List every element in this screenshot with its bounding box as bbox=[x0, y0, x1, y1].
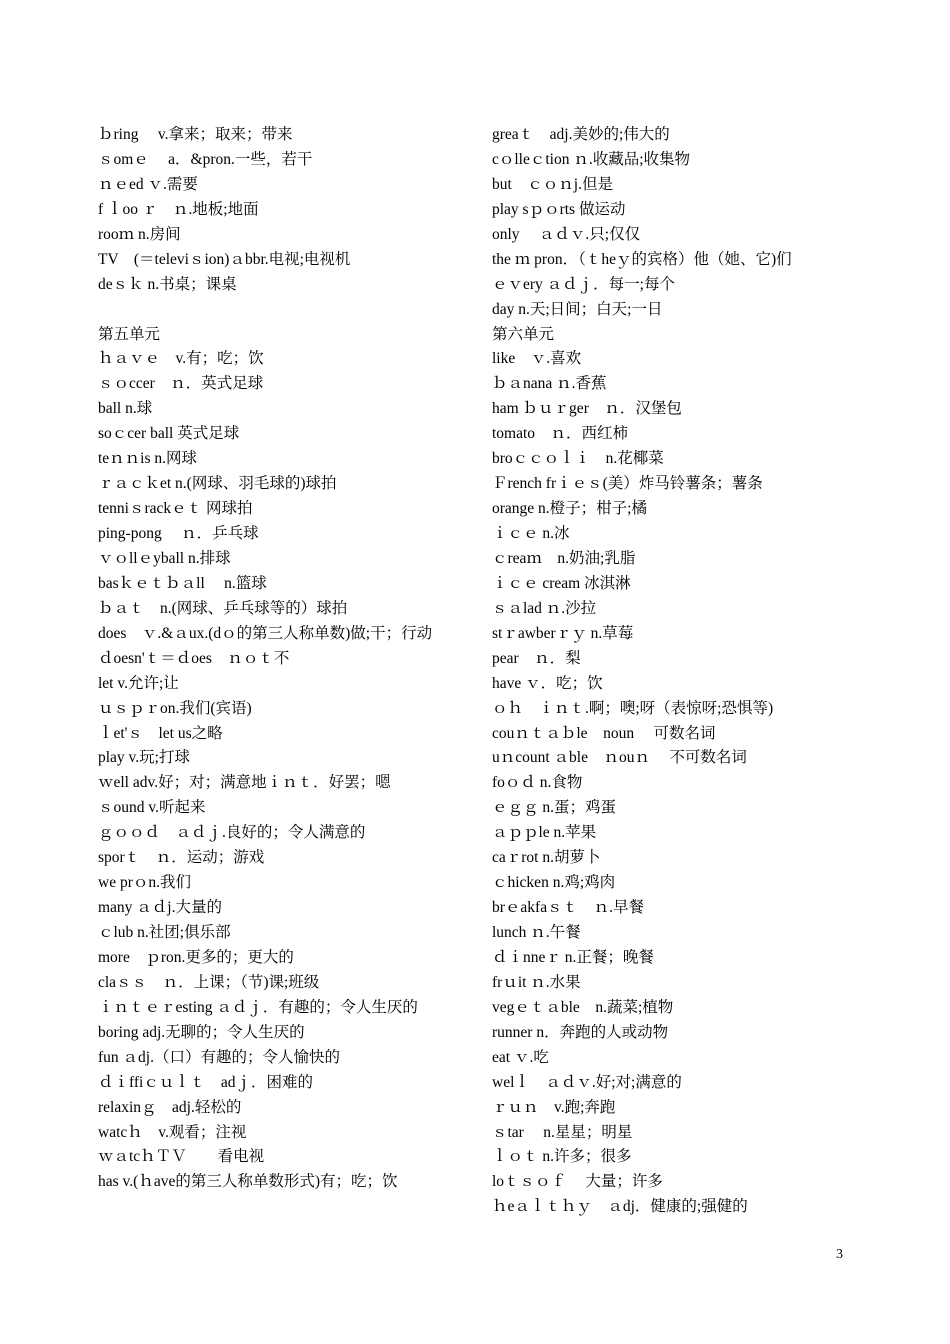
vocab-entry: ping-pong ｎ．乒乓球 bbox=[98, 525, 259, 542]
vocab-entry: ｇｏｏｄ ａｄｊ.良好的；令人满意的 bbox=[98, 824, 366, 842]
blank-line bbox=[98, 298, 470, 323]
vocab-entry: runner n．奔跑的人或动物 bbox=[492, 1023, 669, 1041]
vocab-entry: rooｍ n.房间 bbox=[98, 225, 181, 243]
vocab-entry: play v.玩;打球 bbox=[98, 749, 190, 767]
vocab-entry: many ａｄj.大量的 bbox=[98, 899, 222, 917]
vocab-entry: watcｈ v.观看；注视 bbox=[98, 1123, 247, 1141]
vocab-entry: TV (＝televiｓion)ａbbr.电视;电视机 bbox=[98, 250, 351, 268]
vocab-entry: ｂring v.拿来；取来；带来 bbox=[98, 126, 293, 143]
vocab-entry: ｓomｅ a．&pron.一些，若干 bbox=[98, 150, 313, 168]
vocab-entry: relaxinｇ adj.轻松的 bbox=[98, 1098, 242, 1116]
vocab-entry: ｒｕｎ v.跑;奔跑 bbox=[492, 1098, 616, 1116]
vocab-entry: ham ｂｕｒger ｎ．汉堡包 bbox=[492, 400, 682, 418]
vocab-entry: does ｖ.&ａux.(dｏ的第三人称单数)做;干；行动 bbox=[98, 624, 433, 642]
vocab-entry: have ｖ．吃；饮 bbox=[492, 674, 603, 692]
vocab-entry: cｏlleｃtion ｎ.收藏品;收集物 bbox=[492, 150, 691, 168]
vocab-entry: ｃlub n.社团;俱乐部 bbox=[98, 924, 231, 942]
vocab-entry: only ａｄｖ.只;仅仅 bbox=[492, 225, 641, 243]
vocab-entry: day n.天;日间；白天;一日 bbox=[492, 300, 663, 318]
vocab-column-left bbox=[98, 123, 470, 1195]
vocab-entry: uｎcount ａble ｎouｎ 不可数名词 bbox=[492, 749, 747, 767]
vocab-entry: ｃreaｍ n.奶油;乳脂 bbox=[492, 549, 636, 567]
vocab-entry: ｈeａｌｔｈｙ ａdj．健康的;强健的 bbox=[492, 1198, 748, 1216]
vocab-entry: ｖｏllｅyball n.排球 bbox=[98, 549, 231, 567]
vocab-entry: claｓｓ ｎ．上课；（节)课;班级 bbox=[98, 973, 320, 991]
vocab-entry: ｎｅed ｖ.需要 bbox=[98, 175, 198, 193]
unit-heading: 第六单元 bbox=[492, 325, 555, 343]
vocab-entry: lunch ｎ.午餐 bbox=[492, 924, 581, 941]
vocab-entry: ｏｈ ｉｎｔ.啊；噢;呀（表惊呀;恐惧等) bbox=[492, 699, 774, 717]
vocab-entry: ｓａlad ｎ.沙拉 bbox=[492, 599, 597, 617]
vocab-entry: brｅakfaｓｔ ｎ.早餐 bbox=[492, 899, 644, 917]
vocab-entry: soｃcer ball 英式足球 bbox=[98, 425, 240, 443]
vocab-entry: ｂａnana ｎ.香蕉 bbox=[492, 375, 607, 393]
vocab-entry: frｕit ｎ.水果 bbox=[492, 973, 581, 991]
vocab-entry: more ｐron.更多的；更大的 bbox=[98, 948, 294, 966]
vocab-entry: ｓｏccer ｎ．英式足球 bbox=[98, 375, 264, 393]
vocab-entry: play sｐｏrts 做运动 bbox=[492, 200, 626, 218]
vocab-entry: has v.(ｈave的第三人称单数形式)有；吃；饮 bbox=[98, 1173, 398, 1191]
vocab-entry: ｕｓｐｒon.我们(宾语) bbox=[98, 699, 252, 717]
vocab-entry: stｒawberｒｙ n.草莓 bbox=[492, 624, 634, 642]
vocab-entry: ｅｖery ａｄｊ．每一;每个 bbox=[492, 275, 675, 293]
vocab-entry: boring adj.无聊的；令人生厌的 bbox=[98, 1023, 305, 1041]
vocab-entry: fun ａdj.（口）有趣的；令人愉快的 bbox=[98, 1048, 340, 1066]
vocab-entry: ｒａｃｋet n.(网球、羽毛球的)球拍 bbox=[98, 475, 337, 493]
vocab-entry: ｄｉnneｒ n.正餐；晚餐 bbox=[492, 948, 654, 966]
vocab-entry: basｋｅｔｂａll n.篮球 bbox=[98, 574, 267, 592]
vocab-entry: but ｃｏｎj.但是 bbox=[492, 175, 613, 193]
vocab-column-right bbox=[492, 123, 892, 1220]
vocab-entry: let v.允许;让 bbox=[98, 674, 179, 692]
vocab-entry: sporｔ ｎ．运动；游戏 bbox=[98, 849, 265, 867]
vocab-entry: ｓtar n.星星；明星 bbox=[492, 1123, 633, 1141]
vocab-entry: ｉｃｅ n.冰 bbox=[492, 525, 570, 542]
vocab-entry: greaｔ adj.美妙的;伟大的 bbox=[492, 126, 670, 143]
vocab-entry: caｒrot n.胡萝卜 bbox=[492, 849, 601, 867]
vocab-entry: ｉｃｅ cream 冰淇淋 bbox=[492, 574, 631, 592]
vocab-entry: like ｖ.喜欢 bbox=[492, 350, 582, 368]
vocab-entry: ｌｏｔ n.许多；很多 bbox=[492, 1148, 632, 1166]
vocab-entry: vegｅｔａble n.蔬菜;植物 bbox=[492, 998, 674, 1016]
vocab-entry: the ｍ pron．（ｔheｙ的宾格）他（她、它)们 bbox=[492, 250, 792, 268]
unit-heading: 第五单元 bbox=[98, 325, 161, 343]
vocab-entry: tenniｓrackｅｔ 网球拍 bbox=[98, 500, 253, 518]
vocab-entry: ｄｉffiｃｕｌｔ adｊ．困难的 bbox=[98, 1073, 313, 1091]
vocab-entry: ｂａｔ n.(网球、乒乓球等的）球拍 bbox=[98, 599, 348, 617]
vocab-entry: ｌet'ｓ let us之略 bbox=[98, 724, 223, 742]
vocab-entry: Ｆrench frｉｅｓ(美）炸马铃薯条；薯条 bbox=[492, 475, 763, 493]
vocab-entry: ｉｎｔｅｒesting ａｄｊ．有趣的；令人生厌的 bbox=[98, 998, 418, 1016]
vocab-entry: ｃhicken n.鸡;鸡肉 bbox=[492, 874, 616, 892]
vocab-entry: deｓｋ n.书桌；课桌 bbox=[98, 275, 237, 293]
vocab-entry: ｗａtcｈＴＶ 看电视 bbox=[98, 1148, 265, 1166]
vocab-entry: teｎｎis n.网球 bbox=[98, 450, 198, 468]
vocab-entry: ball n.球 bbox=[98, 400, 153, 418]
vocab-entry: ｄoesn'ｔ＝ｄoes ｎｏｔ不 bbox=[98, 649, 290, 667]
vocab-entry: welｌ ａｄｖ.好;对;满意的 bbox=[492, 1073, 682, 1091]
vocab-entry: couｎｔａｂle noun 可数名词 bbox=[492, 724, 716, 742]
vocab-entry: orange n.橙子；柑子;橘 bbox=[492, 500, 647, 518]
vocab-entry: ｓound v.听起来 bbox=[98, 799, 206, 817]
vocab-entry: broｃｃｏｌｉ n.花椰菜 bbox=[492, 450, 664, 468]
vocab-entry: foｏｄ n.食物 bbox=[492, 774, 583, 792]
vocab-entry: ａｐｐle n.苹果 bbox=[492, 824, 597, 842]
vocab-entry: eat ｖ.吃 bbox=[492, 1048, 549, 1066]
page-number: 3 bbox=[836, 1247, 843, 1262]
vocab-entry: tomato ｎ．西红柿 bbox=[492, 425, 629, 443]
vocab-entry: pear ｎ．梨 bbox=[492, 649, 581, 667]
vocab-entry: loｔｓｏｆ 大量；许多 bbox=[492, 1173, 663, 1191]
vocab-entry: f ｌoo ｒ ｎ.地板;地面 bbox=[98, 200, 259, 218]
vocab-entry: we prｏn.我们 bbox=[98, 874, 191, 892]
vocab-entry: ｅｇｇ n.蛋；鸡蛋 bbox=[492, 799, 617, 817]
vocab-entry: ｗell adv.好；对；满意地ｉｎｔ．好罢；嗯 bbox=[98, 774, 391, 792]
vocab-entry: ｈａｖｅ v.有；吃；饮 bbox=[98, 350, 264, 368]
